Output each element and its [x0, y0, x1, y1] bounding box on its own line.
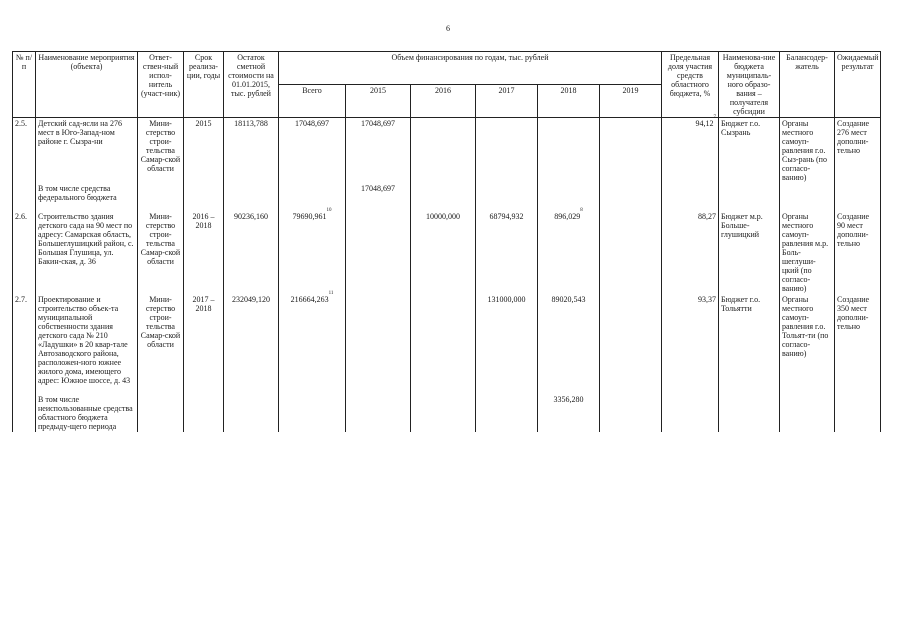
subrow-2018 [538, 183, 600, 203]
subrow-name: В том числе неиспользованные средства областного бюджета предыду-щего периода [36, 394, 138, 432]
row-2017: 131000,000 [476, 294, 538, 386]
table-subrow [13, 394, 881, 432]
row-term: 2017 – 2018 [184, 294, 224, 386]
row-2018-footnote: 8 [580, 208, 583, 213]
row-2015 [346, 211, 411, 294]
row-2016: 10000,000 [411, 211, 476, 294]
row-2019 [600, 211, 662, 294]
row-share [662, 294, 719, 386]
row-holder: Органы местного самоуп-равления г.о. Тольят-ти (по согласо-ванию) [780, 294, 835, 386]
col-resp-header: Ответ-ствен-ный испол-нитель (участ-ник) [138, 52, 184, 118]
row-total-value: 17048,697 [295, 119, 329, 128]
row-2018-value: 89020,543 [551, 295, 586, 304]
financing-table [12, 51, 881, 432]
row-2017 [476, 118, 538, 184]
row-2018 [538, 208, 600, 294]
row-2018 [538, 294, 600, 386]
row-remain: 232049,120 [224, 294, 279, 386]
row-result: Создание 276 мест дополни-тельно [835, 118, 881, 184]
row-2016 [411, 118, 476, 184]
funding-group-header: Объем финансирования по годам, тыс. рублей [279, 52, 662, 85]
row-share [662, 211, 719, 294]
col-remain-header: Остаток сметной стоимости на 01.01.2015, тыс. рублей [224, 52, 279, 118]
row-name: Проектирование и строительство объек-та муниципальной собственности здания детского сада № 210 «Ладушки» в 20 квар-тале Автозаводского района, расположен-ного южнее жилого дома, имеющего адрес: Южное шоссе, д. 43 [36, 294, 138, 386]
row-total-footnote: 11 [328, 291, 334, 296]
row-total [279, 118, 346, 184]
row-total [279, 291, 346, 386]
row-2016 [411, 294, 476, 386]
row-total [279, 208, 346, 294]
row-remain: 90236,160 [224, 211, 279, 294]
table-row [13, 211, 881, 294]
row-name: Строительство здания детского сада на 90 мест по адресу: Самарская область, Большеглушицкий район, с. Большая Глушица, ул. Бакин-ская, д. 36 [36, 211, 138, 294]
row-2019 [600, 294, 662, 386]
row-share-value: 88,27 [698, 212, 716, 221]
subrow-2015 [346, 394, 411, 432]
subrow-name: В том числе средства федерального бюджета [36, 183, 138, 203]
col-2017-header: 2017 [476, 85, 538, 118]
row-2017: 68794,932 [476, 211, 538, 294]
row-share-footnote: 7 [713, 115, 716, 120]
row-holder: Органы местного самоуп-равления г.о. Сыз-рань (по согласо-ванию) [780, 118, 835, 184]
row-total-value: 79690,961 [292, 212, 327, 221]
col-2019-header: 2019 [600, 85, 662, 118]
row-2019 [600, 118, 662, 184]
row-name: Детский сад-ясли на 276 мест в Юго-Запад-ном районе г. Сызра-ни [36, 118, 138, 184]
row-holder: Органы местного самоуп-равления м.р. Боль-шеглуши-цкий (по согласо-ванию) [780, 211, 835, 294]
row-2018 [538, 118, 600, 184]
col-2015-header: 2015 [346, 85, 411, 118]
col-budget-header: Наименова-ние бюджета муниципаль-ного образо-вания – получателя субсидии [719, 52, 780, 118]
row-budget: Бюджет г.о. Сызрань [719, 118, 780, 184]
header-row-1 [13, 52, 881, 85]
table-subrow [13, 183, 881, 203]
row-total-value: 216664,263 [290, 295, 329, 304]
row-responsible: Мини-стерство строи-тельства Самар-ской области [138, 118, 184, 184]
row-budget: Бюджет м.р. Больше-глушицкий [719, 211, 780, 294]
row-number: 2.6. [13, 211, 36, 294]
table-row [13, 294, 881, 386]
row-budget: Бюджет г.о. Тольятти [719, 294, 780, 386]
subrow-2018: 3356,280 [538, 394, 600, 432]
row-number: 2.7. [13, 294, 36, 386]
row-number: 2.5. [13, 118, 36, 184]
col-total-header: Всего [279, 85, 346, 118]
col-result-header: Ожидаемый результат [835, 52, 881, 118]
col-share-header: Предельная доля участия средств областного бюджета, % [662, 52, 719, 118]
row-2015 [346, 294, 411, 386]
row-term: 2015 [184, 118, 224, 184]
col-no-header: № п/п [13, 52, 36, 118]
row-share [662, 115, 719, 184]
row-term: 2016 – 2018 [184, 211, 224, 294]
row-share-value: 94,12 [695, 119, 714, 128]
col-2016-header: 2016 [411, 85, 476, 118]
row-total-footnote: 10 [326, 208, 332, 213]
row-responsible: Мини-стерство строи-тельства Самар-ской области [138, 211, 184, 294]
row-result: Создание 90 мест дополни-тельно [835, 211, 881, 294]
col-2018-header: 2018 [538, 85, 600, 118]
row-remain: 18113,788 [224, 118, 279, 184]
row-share-value: 93,37 [698, 295, 716, 304]
col-holder-header: Балансодер-жатель [780, 52, 835, 118]
row-responsible: Мини-стерство строи-тельства Самар-ской области [138, 294, 184, 386]
table-row [13, 118, 881, 184]
col-term-header: Срок реализа-ции, годы [184, 52, 224, 118]
row-result: Создание 350 мест дополни-тельно [835, 294, 881, 386]
row-2015: 17048,697 [346, 118, 411, 184]
row-2018-value: 896,029 [554, 212, 581, 221]
page-number: 6 [446, 24, 450, 33]
col-name-header: Наименование мероприятия (объекта) [36, 52, 138, 118]
subrow-2015: 17048,697 [346, 183, 411, 203]
